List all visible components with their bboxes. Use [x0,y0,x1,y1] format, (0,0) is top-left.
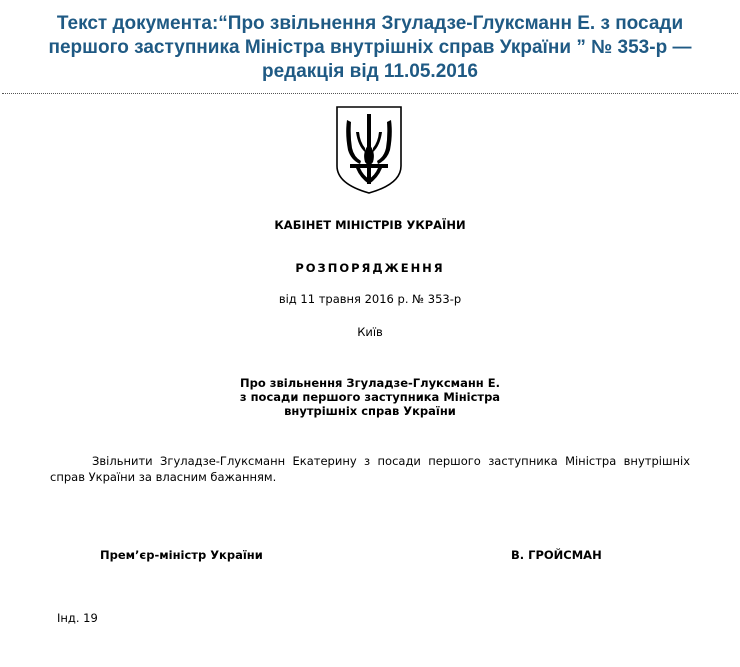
document-subject [200,376,540,418]
document-place: Київ [357,325,383,339]
page-title-line-1: Текст документа:“Про звільнення Згуладзе-Глуксманн Е. з посади [56,13,684,34]
page-header [0,12,740,84]
subject-line-1: Про звільнення Згуладзе-Глуксманн Е. [240,376,500,390]
organization-name: КАБІНЕТ МІНІСТРІВ УКРАЇНИ [274,218,466,232]
document-date-number: від 11 травня 2016 р. № 353-р [278,292,462,306]
subject-line-3: внутрішніх справ України [284,404,456,418]
document-body: Звільнити Згуладзе-Глуксманн Екатерину з посади першого заступника Міністра внутрішніх справ України за власним бажанням. [50,454,690,484]
page-title-line-2: першого заступника Міністра внутрішніх справ України ” № 353-р — [48,37,692,58]
signatory-position: Прем’єр-міністр України [100,548,263,562]
signatory-name: В. ГРОЙСМАН [511,548,602,562]
document-index: Інд. 19 [57,611,98,625]
document-type: РОЗПОРЯДЖЕННЯ [295,261,445,275]
subject-line-2: з посади першого заступника Міністра [239,390,501,404]
header-divider [2,93,738,94]
page-title [0,12,740,84]
page-title-line-3: редакція від 11.05.2016 [262,61,478,82]
tryzub-coat-of-arms-icon [334,104,404,196]
